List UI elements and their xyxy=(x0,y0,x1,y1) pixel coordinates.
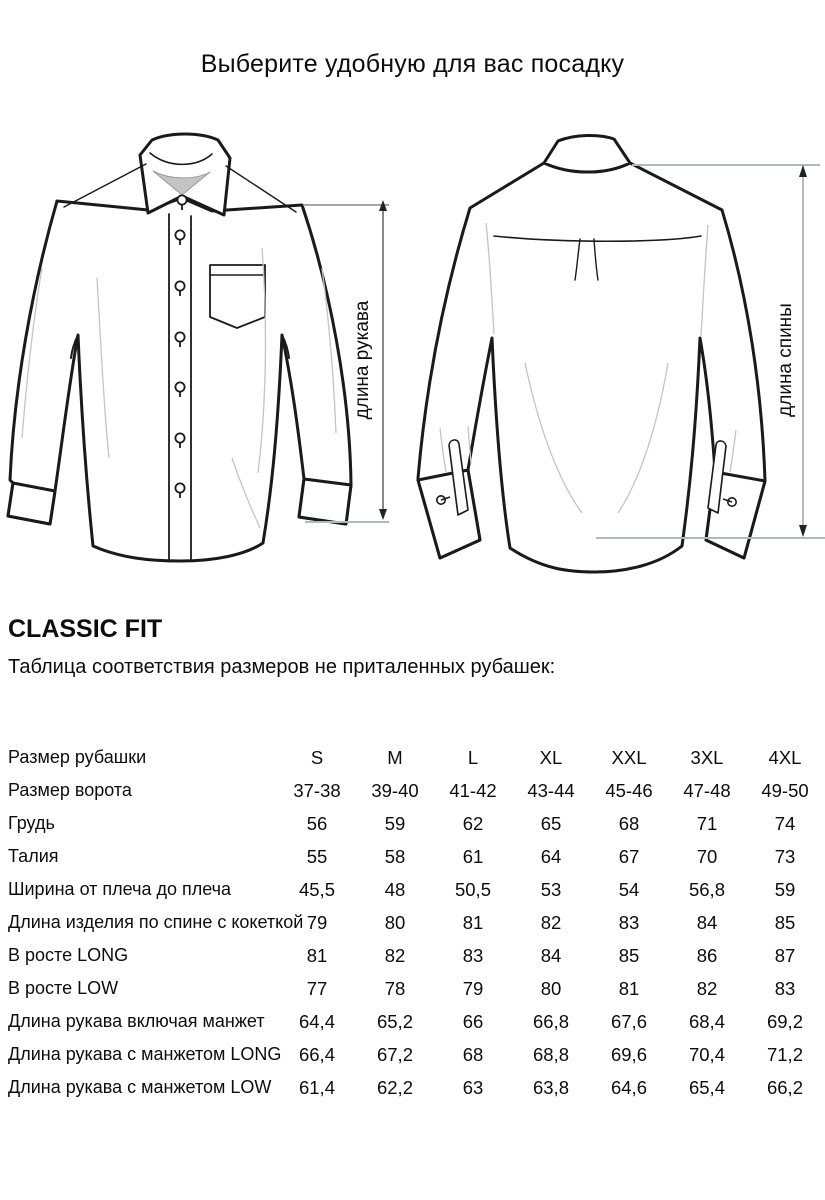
size-cell: 69,6 xyxy=(610,1043,647,1065)
row-label: Длина изделия по спине с кокеткой xyxy=(8,912,304,932)
table-row xyxy=(8,939,824,972)
row-label: Ширина от плеча до плеча xyxy=(8,879,232,899)
size-cell: 81 xyxy=(462,911,484,933)
size-cell: 83 xyxy=(462,944,484,966)
size-cell: 70 xyxy=(696,845,718,867)
size-cell: 54 xyxy=(618,878,640,900)
size-cell: 69,2 xyxy=(766,1010,803,1032)
cuff-left xyxy=(8,483,55,524)
size-cell: 78 xyxy=(384,977,406,999)
size-cell: 81 xyxy=(618,977,640,999)
table-row xyxy=(8,807,824,840)
sleeve-length-label: длина рукава xyxy=(352,300,373,420)
cuff-left xyxy=(418,470,480,558)
size-cell: 59 xyxy=(774,878,796,900)
size-cell: 56,8 xyxy=(688,878,725,900)
size-cell: 64,6 xyxy=(610,1076,647,1098)
size-cell: 48 xyxy=(384,878,406,900)
size-column-header: S xyxy=(310,746,324,768)
size-cell: 63 xyxy=(462,1076,484,1098)
size-cell: 68,8 xyxy=(532,1043,569,1065)
size-cell: 58 xyxy=(384,845,406,867)
size-cell: 82 xyxy=(696,977,718,999)
size-cell: 59 xyxy=(384,812,406,834)
size-cell: 87 xyxy=(774,944,796,966)
button-icon xyxy=(175,332,184,341)
table-row xyxy=(8,972,824,1005)
shirt-back-outline xyxy=(418,135,765,572)
shirt-front-figure xyxy=(0,128,400,576)
arrow-down-icon xyxy=(799,525,807,537)
size-cell: 53 xyxy=(540,878,562,900)
table-row xyxy=(8,906,824,939)
table-row xyxy=(8,1038,824,1071)
table-header-row xyxy=(8,741,824,774)
size-cell: 39-40 xyxy=(371,779,419,801)
size-cell: 37-38 xyxy=(293,779,341,801)
back-length-label: длина спины xyxy=(775,303,796,417)
button-icon xyxy=(175,382,184,391)
section-heading: CLASSIC FIT xyxy=(8,615,163,643)
size-cell: 74 xyxy=(774,812,796,834)
size-cell: 67,2 xyxy=(376,1043,413,1065)
button-icon xyxy=(175,483,184,492)
size-cell: 49-50 xyxy=(761,779,809,801)
size-cell: 45,5 xyxy=(298,878,335,900)
cuff-right xyxy=(299,479,351,524)
table-row xyxy=(8,873,824,906)
size-cell: 62 xyxy=(462,812,484,834)
size-cell: 85 xyxy=(774,911,796,933)
size-cell: 55 xyxy=(306,845,328,867)
size-cell: 70,4 xyxy=(688,1043,725,1065)
size-cell: 73 xyxy=(774,845,796,867)
size-cell: 66,4 xyxy=(298,1043,335,1065)
size-cell: 63,8 xyxy=(532,1076,569,1098)
row-label: Длина рукава с манжетом LOW xyxy=(8,1077,272,1097)
row-label: Длина рукава с манжетом LONG xyxy=(8,1044,282,1064)
size-cell: 77 xyxy=(306,977,328,999)
size-cell: 67,6 xyxy=(610,1010,647,1032)
arrow-up-icon xyxy=(799,165,807,177)
size-cell: 66 xyxy=(462,1010,484,1032)
size-cell: 65,2 xyxy=(376,1010,413,1032)
row-label: Размер ворота xyxy=(8,780,132,800)
size-cell: 80 xyxy=(540,977,562,999)
size-cell: 85 xyxy=(618,944,640,966)
size-cell: 66,8 xyxy=(532,1010,569,1032)
size-column-header: XL xyxy=(539,746,563,768)
size-cell: 82 xyxy=(540,911,562,933)
size-column-header: 4XL xyxy=(768,746,802,768)
row-label: Длина рукава включая манжет xyxy=(8,1011,265,1031)
table-row xyxy=(8,1005,824,1038)
size-cell: 64 xyxy=(540,845,562,867)
size-column-header: 3XL xyxy=(690,746,724,768)
size-cell: 71,2 xyxy=(766,1043,803,1065)
size-cell: 81 xyxy=(306,944,328,966)
size-cell: 68 xyxy=(462,1043,484,1065)
size-cell: 50,5 xyxy=(454,878,491,900)
arrow-down-icon xyxy=(379,509,387,520)
size-cell: 64,4 xyxy=(298,1010,335,1032)
size-cell: 65,4 xyxy=(688,1076,725,1098)
size-cell: 68 xyxy=(618,812,640,834)
size-cell: 61 xyxy=(462,845,484,867)
size-cell: 86 xyxy=(696,944,718,966)
shirt-back-figure xyxy=(410,128,825,576)
button-icon xyxy=(175,433,184,442)
shirt-figures xyxy=(0,128,825,576)
size-cell: 80 xyxy=(384,911,406,933)
size-cell: 41-42 xyxy=(449,779,497,801)
table-row xyxy=(8,840,824,873)
size-cell: 71 xyxy=(696,812,718,834)
size-cell: 84 xyxy=(696,911,718,933)
size-cell: 66,2 xyxy=(766,1076,803,1098)
size-column-header: XXL xyxy=(611,746,647,768)
table-row xyxy=(8,774,824,807)
row-label: Талия xyxy=(8,846,59,866)
size-cell: 79 xyxy=(462,977,484,999)
table-row xyxy=(8,1071,824,1104)
size-table xyxy=(8,741,824,1104)
row-label: В росте LOW xyxy=(8,978,119,998)
size-cell: 68,4 xyxy=(688,1010,725,1032)
size-cell: 65 xyxy=(540,812,562,834)
size-column-header: L xyxy=(467,746,479,768)
section-subtitle: Таблица соответствия размеров не приталенных рубашек: xyxy=(8,656,556,678)
row-label: Размер рубашки xyxy=(8,747,147,767)
size-cell: 61,4 xyxy=(298,1076,335,1098)
size-cell: 79 xyxy=(306,911,328,933)
size-cell: 62,2 xyxy=(376,1076,413,1098)
page-title: Выберите удобную для вас посадку xyxy=(200,50,625,78)
size-cell: 56 xyxy=(306,812,328,834)
row-label: В росте LONG xyxy=(8,945,129,965)
button-icon xyxy=(175,281,184,290)
size-cell: 83 xyxy=(774,977,796,999)
size-cell: 47-48 xyxy=(683,779,731,801)
button-icon xyxy=(175,230,184,239)
size-cell: 82 xyxy=(384,944,406,966)
row-label: Грудь xyxy=(8,813,55,833)
size-column-header: M xyxy=(387,746,403,768)
size-cell: 43-44 xyxy=(527,779,575,801)
size-cell: 83 xyxy=(618,911,640,933)
size-cell: 67 xyxy=(618,845,640,867)
collar-band xyxy=(544,135,630,163)
size-cell: 84 xyxy=(540,944,562,966)
size-cell: 45-46 xyxy=(605,779,653,801)
button-icon xyxy=(177,195,186,204)
